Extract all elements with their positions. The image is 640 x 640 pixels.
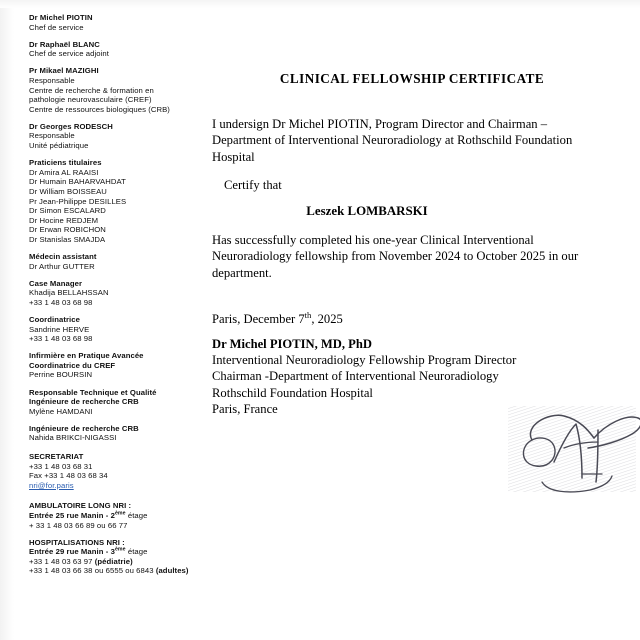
signatory-location: Paris, France bbox=[212, 401, 278, 416]
staff-role: Responsable bbox=[29, 131, 75, 141]
signatory-block bbox=[212, 336, 516, 417]
staff-phone: +33 1 48 03 68 98 bbox=[29, 334, 93, 344]
scan-edge-left bbox=[0, 0, 14, 640]
secretariat-email-link[interactable]: nri@for.paris bbox=[29, 480, 74, 490]
phone-number: +33 1 48 03 66 38 ou 6555 ou 6843 bbox=[29, 566, 156, 576]
scan-edge-top bbox=[0, 0, 640, 8]
section-heading: Infirmière en Pratique Avancée bbox=[29, 351, 144, 361]
section-heading: Praticiens titulaires bbox=[29, 158, 102, 168]
place-date-prefix: Paris, December 7 bbox=[212, 312, 305, 326]
phone-number: +33 1 48 03 63 97 bbox=[29, 556, 95, 566]
staff-name: Dr Georges RODESCH bbox=[29, 121, 113, 131]
address-floor-ordinal: ème bbox=[114, 546, 126, 553]
staff-name: Perrine BOURSIN bbox=[29, 370, 93, 380]
staff-block-ingenieure-recherche-crb bbox=[29, 424, 209, 443]
staff-block-infirmiere-pratique-avancee bbox=[29, 351, 209, 380]
staff-detail: Centre de recherche & formation en bbox=[29, 85, 154, 95]
undersign-paragraph: I undersign Dr Michel PIOTIN, Program Director and Chairman – Department of Interventional Neuroradiology at Rothschild Foundation Hospital bbox=[212, 117, 573, 164]
section-heading: SECRETARIAT bbox=[29, 451, 84, 461]
section-heading: Ingénieure de recherche CRB bbox=[29, 423, 139, 433]
signatory-role-chairman: Chairman -Department of Interventional Neuroradiology bbox=[212, 369, 499, 384]
staff-name: Khadija BELLAHSSAN bbox=[29, 288, 109, 298]
staff-block-chef-adjoint bbox=[29, 40, 209, 59]
address-street: Entrée 25 rue Manin - 2 bbox=[29, 510, 115, 520]
fellow-name: Leszek LOMBARSKI bbox=[306, 204, 428, 218]
signatory-role-program-director: Interventional Neuroradiology Fellowship Program Director bbox=[212, 353, 517, 368]
staff-detail: pathologie neurovasculaire (CREF) bbox=[29, 95, 152, 105]
practitioner-name: Dr Erwan ROBICHON bbox=[29, 225, 106, 235]
staff-role: Responsable bbox=[29, 75, 75, 85]
staff-role: Chef de service adjoint bbox=[29, 49, 109, 59]
section-heading: Responsable Technique et Qualité bbox=[29, 387, 157, 397]
practitioner-name: Dr Amira AL RAAISI bbox=[29, 167, 99, 177]
practitioner-name: Dr Simon ESCALARD bbox=[29, 206, 106, 216]
secretariat-phone: +33 1 48 03 68 31 bbox=[29, 461, 93, 471]
staff-name: Mylène HAMDANI bbox=[29, 406, 93, 416]
staff-block-chef-de-service bbox=[29, 13, 209, 32]
section-subheading: Ingénieure de recherche CRB bbox=[29, 397, 139, 407]
staff-detail: Centre de ressources biologiques (CRB) bbox=[29, 104, 170, 114]
staff-name: Nahida BRIKCI-NIGASSI bbox=[29, 433, 117, 443]
hospitalisations-phone-adultes bbox=[29, 566, 209, 576]
hospitalisations-block bbox=[29, 538, 209, 576]
hospitalisations-phone-pediatrie bbox=[29, 557, 209, 567]
handwritten-signature-image bbox=[502, 404, 640, 496]
ambulatoire-address bbox=[29, 511, 209, 521]
department-staff-sidebar bbox=[29, 13, 209, 584]
secretariat-block bbox=[29, 452, 209, 490]
staff-block-coordinatrice bbox=[29, 315, 209, 344]
certificate-title: CLINICAL FELLOWSHIP CERTIFICATE bbox=[279, 71, 545, 86]
signatory-organization: Rothschild Foundation Hospital bbox=[212, 385, 373, 400]
ambulatoire-block bbox=[29, 501, 209, 530]
practitioner-name: Dr Hocine REDJEM bbox=[29, 215, 99, 225]
section-heading: Coordinatrice bbox=[29, 314, 80, 324]
hospitalisations-address bbox=[29, 547, 209, 557]
staff-role: Chef de service bbox=[29, 22, 84, 32]
place-date-year: , 2025 bbox=[311, 312, 343, 326]
staff-phone: +33 1 48 03 68 98 bbox=[29, 297, 93, 307]
staff-detail: Unité pédiatrique bbox=[29, 141, 89, 151]
staff-name: Pr Mikael MAZIGHI bbox=[29, 66, 99, 76]
completion-paragraph: Has successfully completed his one-year Clinical Interventional Neuroradiology fellowship from November 2024 to October 2025 in our department. bbox=[212, 233, 579, 280]
staff-block-praticiens-titulaires bbox=[29, 158, 209, 244]
section-subheading: Coordinatrice du CREF bbox=[29, 360, 116, 370]
address-floor-ordinal: ème bbox=[114, 510, 126, 517]
address-floor-label: étage bbox=[125, 547, 148, 557]
secretariat-fax: Fax +33 1 48 03 68 34 bbox=[29, 471, 108, 481]
signatory-name: Dr Michel PIOTIN, MD, PhD bbox=[212, 337, 372, 351]
date-ordinal-suffix: th bbox=[304, 309, 312, 320]
section-heading: AMBULATOIRE LONG NRI : bbox=[29, 501, 132, 511]
staff-name: Dr Raphaël BLANC bbox=[29, 39, 100, 49]
place-and-date bbox=[212, 311, 587, 327]
staff-name: Dr Arthur GUTTER bbox=[29, 261, 95, 271]
practitioner-name: Dr Stanislas SMAJDA bbox=[29, 234, 106, 244]
section-heading: Case Manager bbox=[29, 278, 83, 288]
ambulatoire-phone: + 33 1 48 03 66 89 ou 66 77 bbox=[29, 520, 128, 530]
practitioner-name: Dr William BOISSEAU bbox=[29, 186, 107, 196]
staff-name: Dr Michel PIOTIN bbox=[29, 13, 93, 22]
phone-label: (adultes) bbox=[155, 566, 189, 576]
staff-block-case-manager bbox=[29, 279, 209, 308]
address-street: Entrée 29 rue Manin - 3 bbox=[29, 547, 115, 557]
staff-block-medecin-assistant bbox=[29, 252, 209, 271]
address-floor-label: étage bbox=[125, 510, 148, 520]
section-heading: HOSPITALISATIONS NRI : bbox=[29, 537, 125, 547]
staff-name: Sandrine HERVE bbox=[29, 324, 90, 334]
certify-that-text: Certify that bbox=[224, 178, 282, 192]
staff-block-responsable-cref bbox=[29, 66, 209, 114]
practitioner-name: Dr Humain BAHARVAHDAT bbox=[29, 177, 126, 187]
section-heading: Médecin assistant bbox=[29, 251, 97, 261]
staff-block-responsable-technique-qualite bbox=[29, 388, 209, 417]
practitioner-name: Pr Jean-Philippe DESILLES bbox=[29, 196, 127, 206]
staff-block-unite-pediatrique bbox=[29, 122, 209, 151]
phone-label: (pédiatrie) bbox=[94, 556, 133, 566]
